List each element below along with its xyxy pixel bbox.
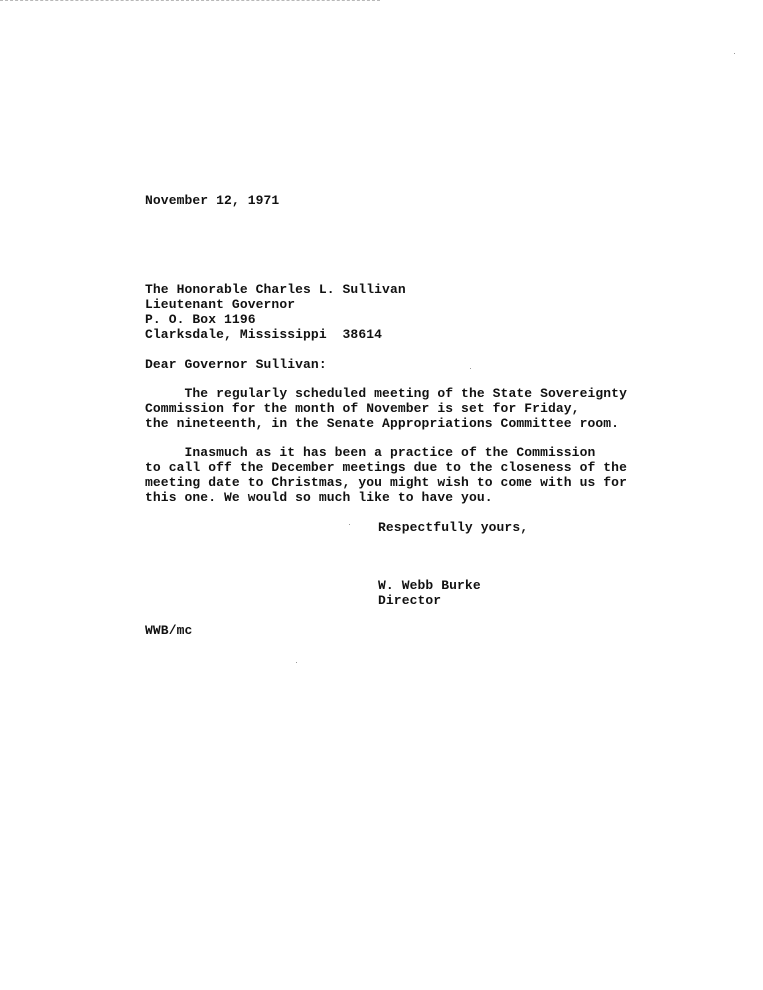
recipient-line: P. O. Box 1196 [145,312,256,327]
closing: Respectfully yours, [378,520,529,535]
signature-name: W. Webb Burke [378,578,481,593]
scan-speck [349,524,350,525]
letter-date: November 12, 1971 [145,193,280,208]
scan-speck [470,368,471,369]
salutation: Dear Governor Sullivan: [145,357,327,372]
paragraph-line: Commission for the month of November is set for Friday, [145,401,580,416]
recipient-line: The Honorable Charles L. Sullivan [145,282,406,297]
scan-speck [734,53,735,54]
scan-speck [296,662,297,663]
recipient-line: Clarksdale, Mississippi 38614 [145,327,383,342]
paragraph-line: this one. We would so much like to have you. [145,490,493,505]
typist-initials: WWB/mc [145,623,193,638]
paragraph-line: Inasmuch as it has been a practice of the Commission [145,445,596,460]
paragraph-line: meeting date to Christmas, you might wish to come with us for [145,475,627,490]
paragraph-line: the nineteenth, in the Senate Appropriations Committee room. [145,416,620,431]
page-edge-dashes [0,0,380,1]
recipient-line: Lieutenant Governor [145,297,296,312]
signature-title: Director [378,593,442,608]
paragraph-line: The regularly scheduled meeting of the State Sovereignty [145,386,627,401]
paragraph-line: to call off the December meetings due to the closeness of the [145,460,627,475]
